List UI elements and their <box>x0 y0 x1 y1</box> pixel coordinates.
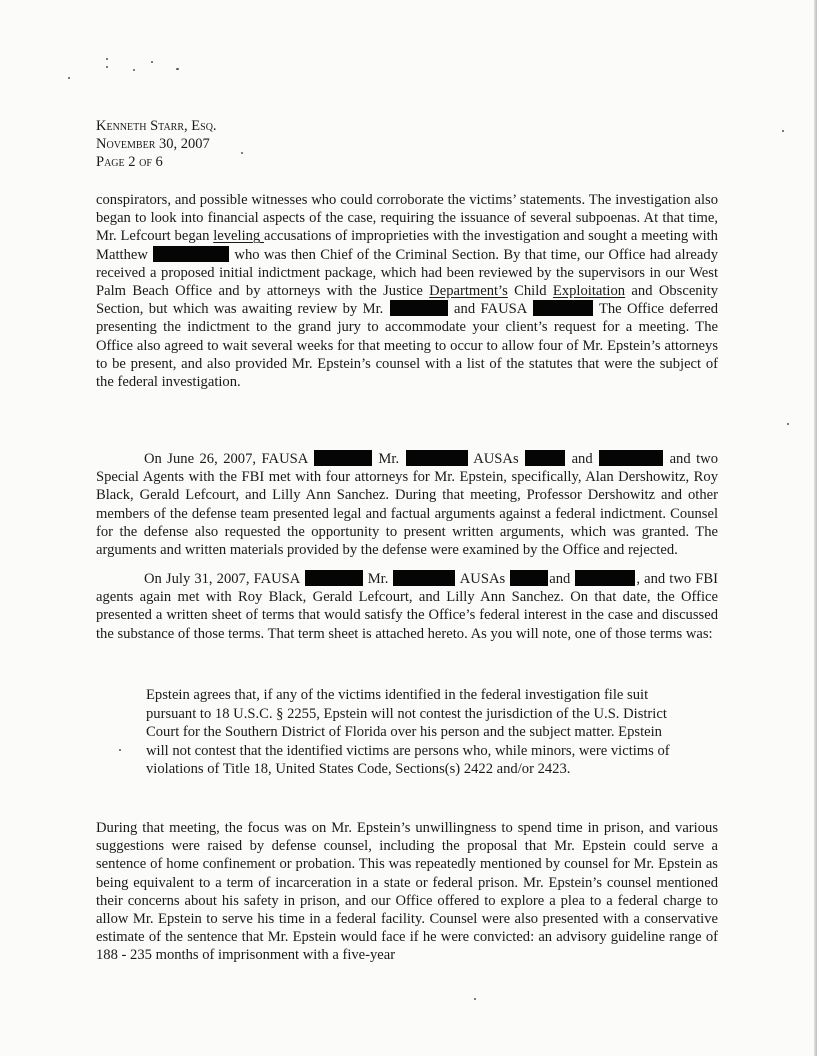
redaction-block <box>393 570 455 586</box>
redaction-block <box>533 300 593 316</box>
text-span: On July 31, 2007, FAUSA <box>144 571 304 587</box>
block-quote: Epstein agrees that, if any of the victims identified in the federal investigation file suit pursuant to 18 U.S.C. § 2255, Epstein will not contest the jurisdiction of the U.S. District Court for the Southern District of Florida over his person and the subject matter. Epstein will not contest that the identified victims are persons who, while minors, were victims of violations of Title 18, United States Code, Sections(s) 2422 and/or 2423. <box>146 687 670 778</box>
text-span: , and two FBI agents again met with Roy Black, Gerald Lefcourt, and Lilly Ann Sanchez. On that date, the Office presented a written sheet of terms that would satisfy the Office’s federal interest in the case and discussed the substance of those terms. That term sheet is attached hereto. As you will note, one of those terms was: <box>96 571 718 642</box>
text-span: Mr. <box>372 451 405 467</box>
redaction-block <box>153 246 229 262</box>
text-span: The Office deferred presenting the indictment to the grand jury to accommodate your client’s request for a meeting. The Office also agreed to wait several weeks for that meeting to occur to allow four of Mr. Epstein’s attorneys to be present, and also provided Mr. Epstein’s counsel with a list of the statutes that were the subject of the federal investigation. <box>96 301 719 391</box>
redaction-block <box>406 450 468 466</box>
redaction-block <box>525 450 565 466</box>
redaction-block <box>390 300 448 316</box>
text-span: and <box>566 451 599 467</box>
text-span: who was then Chief of the Criminal Section. By that time, our Office had already received a proposed initial indictment package, which had been reviewed by the supervisors in our West Palm Beach Office and by attorneys with the Justice <box>96 246 718 300</box>
paragraph-2 <box>96 450 718 559</box>
addressee-line: Kenneth Starr, Esq. <box>96 118 217 134</box>
text-span: Child <box>507 283 553 300</box>
text-span: and Obscenity Section, but which was awaiting review by Mr. <box>96 283 718 318</box>
redaction-block <box>314 450 372 466</box>
redaction-block <box>575 570 635 586</box>
text-span: leveling <box>213 228 265 245</box>
paragraph-3 <box>96 570 718 643</box>
text-span: Exploitation <box>552 283 626 300</box>
text-span: On June 26, 2007, FAUSA <box>144 451 313 467</box>
text-span: conspirators, and possible witnesses who could corroborate the victims’ statements. The investigation also began to look into financial aspects of the case, requiring the issuance of several subpoenas. At that time, Mr. Lefcourt began <box>96 192 718 245</box>
redaction-block <box>305 570 363 586</box>
text-span: and FAUSA <box>448 301 532 318</box>
text-span: AUSAs <box>456 571 510 587</box>
redaction-block <box>510 570 548 586</box>
text-span: and two Special Agents with the FBI met with four attorneys for Mr. Epstein, specifically, Alan Dershowitz, Roy Black, Gerald Lefcourt, and Lilly Ann Sanchez. During that meeting, Professor Dershowitz and other members of the defense team presented legal and factual arguments against a federal indictment. Counsel for the defense also requested the opportunity to present written arguments, which was granted. The arguments and written materials provided by the defense were examined by the Office and rejected. <box>96 451 718 559</box>
letter-header <box>96 117 217 171</box>
text-span: Mr. <box>363 571 393 587</box>
paragraph-1 <box>96 191 718 391</box>
text-span: and <box>549 571 575 587</box>
date-line: November 30, 2007 <box>96 136 210 152</box>
redaction-block <box>599 450 663 466</box>
page-number-line: Page 2 of 6 <box>96 154 163 170</box>
text-span: accusations of improprieties with the investigation and sought a meeting with Matthew <box>96 228 718 263</box>
text-span: Department’s <box>429 283 508 300</box>
paragraph-4: During that meeting, the focus was on Mr. Epstein’s unwillingness to spend time in prison, and various suggestions were raised by defense counsel, including the proposal that Mr. Epstein could serve a sentence of home confinement or probation. This was repeatedly mentioned by counsel for Mr. Epstein as being equivalent to a term of incarceration in a state or federal prison. Mr. Epstein’s counsel mentioned their concerns about his safety in prison, and our Office offered to explore a plea to a federal charge to allow Mr. Epstein to serve his time in a federal facility. Counsel were also presented with a conservative estimate of the sentence that Mr. Epstein would face if he were convicted: an advisory guideline range of 188 - 235 months of imprisonment with a five-year <box>96 820 718 964</box>
text-span: AUSAs <box>468 451 525 467</box>
